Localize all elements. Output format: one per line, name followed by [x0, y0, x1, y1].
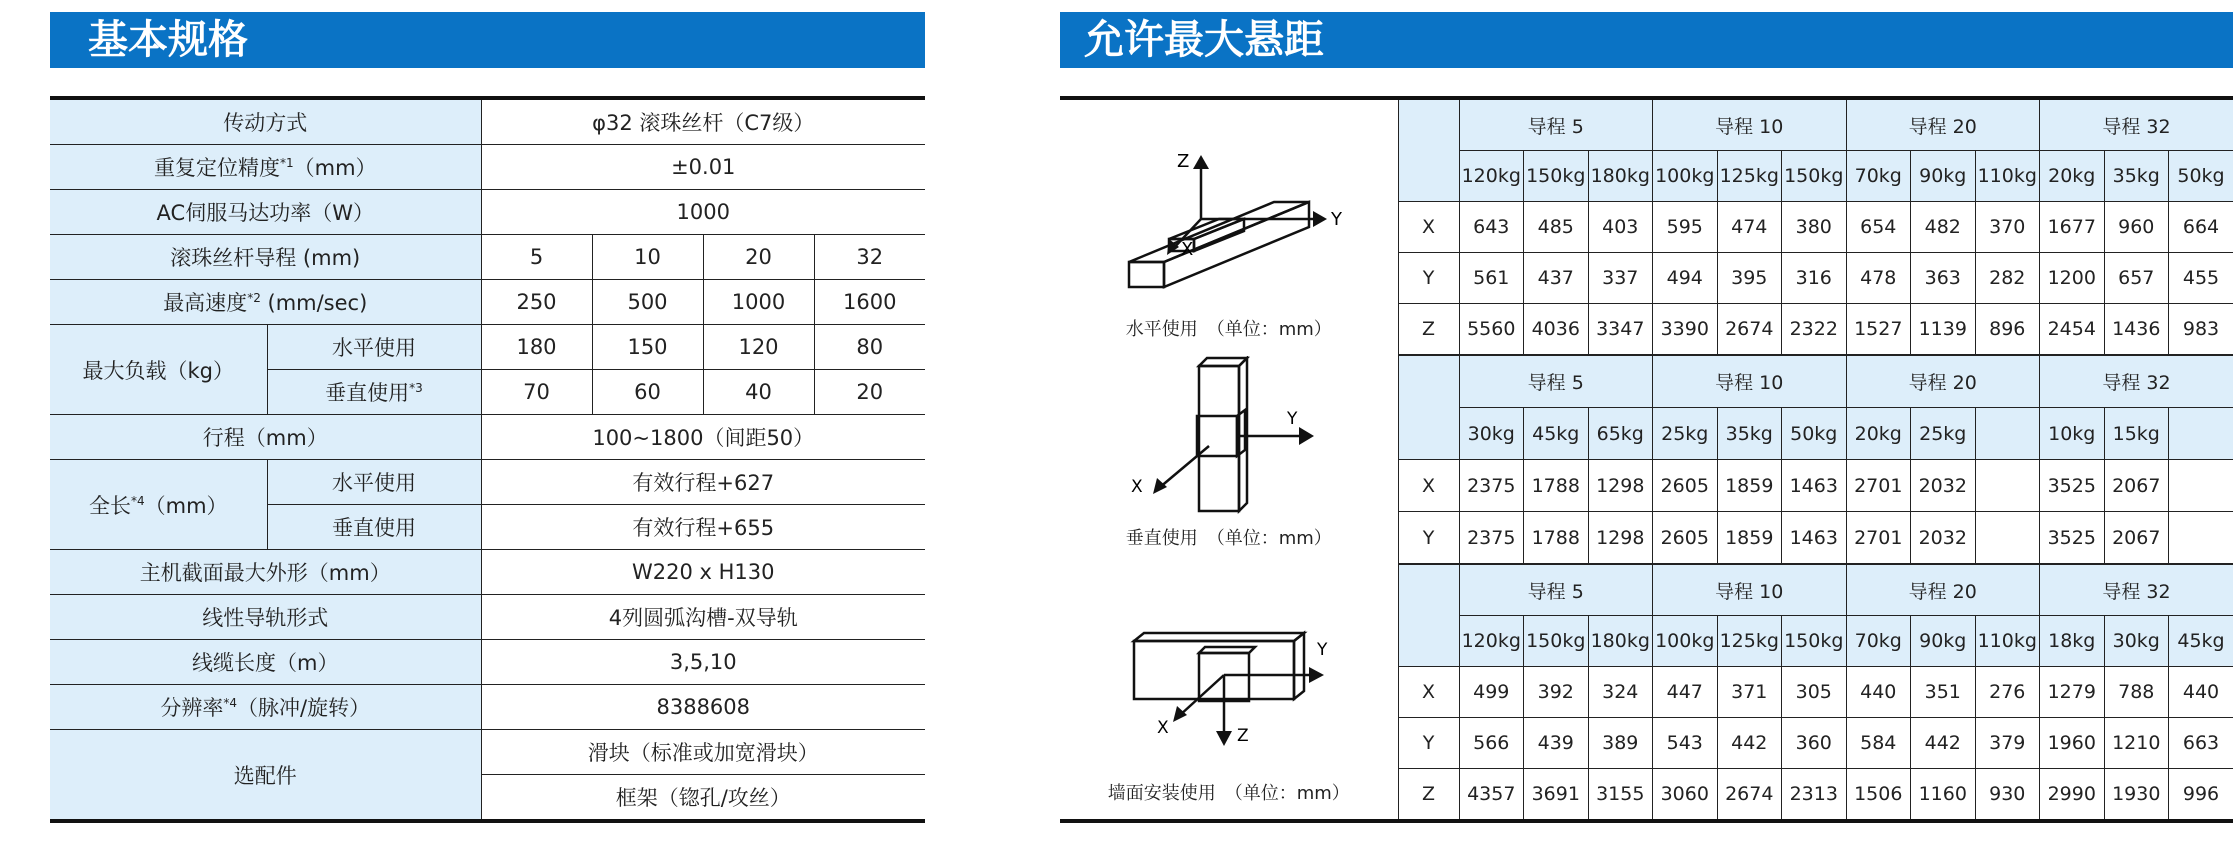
value-cell: 996	[2169, 769, 2233, 822]
spec-sublabel: 水平使用	[267, 460, 481, 505]
label-unit: (mm/sec)	[260, 291, 368, 315]
spec-value: 4列圆弧沟槽-双导轨	[481, 595, 925, 640]
spec-value: 32	[814, 235, 925, 280]
value-cell: 664	[2169, 202, 2233, 253]
value-cell: 1200	[2040, 253, 2105, 304]
lead-group-header: 导程 10	[1653, 98, 1847, 151]
value-cell	[1975, 460, 2040, 512]
load-cell: 125kg	[1717, 616, 1782, 667]
value-cell: 403	[1588, 202, 1653, 253]
spec-sublabel: 垂直使用	[267, 505, 481, 550]
axis-label-z: Z	[1236, 726, 1249, 746]
value-cell: 1298	[1588, 460, 1653, 512]
value-cell: 2990	[2040, 769, 2105, 822]
vertical-mount-diagram	[1119, 356, 1339, 516]
value-cell: 324	[1588, 667, 1653, 718]
footnote-mark: *2	[247, 291, 261, 305]
spec-row-motor	[50, 190, 925, 235]
value-cell: 1960	[2040, 718, 2105, 769]
value-cell: 595	[1653, 202, 1718, 253]
axis-cell: Z	[1398, 304, 1459, 355]
axis-label-y: Y	[1286, 408, 1298, 429]
value-cell: 316	[1782, 253, 1847, 304]
overhang-table-vertical	[1060, 355, 2233, 564]
value-cell: 2674	[1717, 304, 1782, 355]
load-cell: 20kg	[2040, 151, 2105, 202]
lead-group-header: 导程 20	[1846, 98, 2040, 151]
label-text: 重复定位精度	[153, 156, 280, 180]
load-cell	[2169, 408, 2233, 460]
value-cell: 1859	[1717, 512, 1782, 564]
value-cell: 499	[1459, 667, 1524, 718]
value-cell: 1210	[2104, 718, 2169, 769]
footnote-mark: *4	[130, 493, 145, 508]
footnote-mark: *3	[409, 381, 423, 395]
spec-row-guide	[50, 595, 925, 640]
label-unit: （脉冲/旋转）	[237, 696, 371, 720]
value-cell: 2674	[1717, 769, 1782, 822]
axis-label-y: Y	[1330, 208, 1342, 230]
value-cell: 442	[1717, 718, 1782, 769]
load-cell: 10kg	[2040, 408, 2105, 460]
axis-label-z: Z	[1176, 150, 1190, 172]
spec-value: 框架（锪孔/攻丝）	[481, 775, 925, 822]
spec-value: 180	[481, 325, 592, 370]
lead-group-header: 导程 32	[2040, 98, 2233, 151]
load-cell: 20kg	[1846, 408, 1911, 460]
value-cell: 2067	[2104, 460, 2169, 512]
value-cell: 380	[1782, 202, 1847, 253]
value-cell: 371	[1717, 667, 1782, 718]
value-cell: 478	[1846, 253, 1911, 304]
lead-group-header: 导程 5	[1459, 98, 1653, 151]
left-section-title: 基本规格	[50, 12, 925, 68]
spec-label: 主机截面最大外形（mm）	[50, 550, 481, 595]
spec-row-options-1	[50, 730, 925, 775]
spec-row-load-h	[50, 325, 925, 370]
axis-label-y: Y	[1316, 640, 1328, 660]
value-cell: 584	[1846, 718, 1911, 769]
load-cell: 125kg	[1717, 151, 1782, 202]
load-cell: 70kg	[1846, 616, 1911, 667]
value-cell: 351	[1911, 667, 1976, 718]
spec-label: 线缆长度（m）	[50, 640, 481, 685]
spec-label: AC伺服马达功率（W）	[50, 190, 481, 235]
overhang-table-wall	[1060, 564, 2233, 823]
spec-row-resolution	[50, 685, 925, 730]
value-cell: 474	[1717, 202, 1782, 253]
value-cell: 395	[1717, 253, 1782, 304]
value-cell: 960	[2104, 202, 2169, 253]
spec-value: 150	[592, 325, 703, 370]
spec-label: 行程（mm）	[50, 415, 481, 460]
load-cell: 70kg	[1846, 151, 1911, 202]
diagram-caption: 墙面安装使用 （单位：mm）	[1107, 783, 1350, 804]
overhang-table-horizontal	[1060, 96, 2233, 355]
spec-value: 250	[481, 280, 592, 325]
value-cell: 643	[1459, 202, 1524, 253]
spec-label: 选配件	[50, 730, 481, 822]
value-cell: 930	[1975, 769, 2040, 822]
value-cell: 2322	[1782, 304, 1847, 355]
value-cell: 3347	[1588, 304, 1653, 355]
load-cell: 45kg	[2169, 616, 2233, 667]
lead-group-header: 导程 10	[1653, 565, 1847, 616]
spec-value: 有效行程+627	[481, 460, 925, 505]
load-cell: 35kg	[2104, 151, 2169, 202]
value-cell: 3155	[1588, 769, 1653, 822]
load-cell: 25kg	[1911, 408, 1976, 460]
axis-header-blank	[1398, 98, 1459, 202]
vertical-diagram-cell	[1060, 356, 1398, 564]
label-text: 垂直使用	[325, 381, 410, 405]
value-cell: 2701	[1846, 512, 1911, 564]
load-cell: 25kg	[1653, 408, 1718, 460]
spec-value: ±0.01	[481, 145, 925, 190]
value-cell: 337	[1588, 253, 1653, 304]
axis-cell: Y	[1398, 253, 1459, 304]
spec-value: 1000	[703, 280, 814, 325]
spec-value: 1000	[481, 190, 925, 235]
value-cell: 440	[1846, 667, 1911, 718]
value-cell: 1279	[2040, 667, 2105, 718]
load-cell: 110kg	[1975, 151, 2040, 202]
value-cell: 439	[1524, 718, 1589, 769]
load-cell: 150kg	[1524, 151, 1589, 202]
value-cell: 1788	[1524, 512, 1589, 564]
spec-label	[50, 460, 267, 550]
value-cell: 1930	[2104, 769, 2169, 822]
spec-label	[50, 145, 481, 190]
value-cell: 1677	[2040, 202, 2105, 253]
load-cell: 150kg	[1524, 616, 1589, 667]
value-cell: 1139	[1911, 304, 1976, 355]
spec-label	[50, 280, 481, 325]
spec-value: 3,5,10	[481, 640, 925, 685]
value-cell	[1975, 512, 2040, 564]
load-cell: 15kg	[2104, 408, 2169, 460]
value-cell: 543	[1653, 718, 1718, 769]
value-cell: 305	[1782, 667, 1847, 718]
label-unit: （mm）	[293, 156, 377, 180]
value-cell: 663	[2169, 718, 2233, 769]
lead-group-header: 导程 5	[1459, 565, 1653, 616]
value-cell: 282	[1975, 253, 2040, 304]
spec-value: 70	[481, 370, 592, 415]
spec-label: 滚珠丝杆导程 (mm)	[50, 235, 481, 280]
value-cell: 3525	[2040, 512, 2105, 564]
value-cell: 276	[1975, 667, 2040, 718]
value-cell: 392	[1524, 667, 1589, 718]
value-cell: 2375	[1459, 460, 1524, 512]
axis-header-blank	[1398, 565, 1459, 667]
load-cell: 45kg	[1524, 408, 1589, 460]
value-cell: 561	[1459, 253, 1524, 304]
axis-cell: X	[1398, 460, 1459, 512]
spec-label: 传动方式	[50, 98, 481, 145]
load-cell: 65kg	[1588, 408, 1653, 460]
wall-diagram-cell	[1060, 565, 1398, 822]
spec-value: 80	[814, 325, 925, 370]
load-cell: 150kg	[1782, 616, 1847, 667]
value-cell: 2313	[1782, 769, 1847, 822]
spec-value: 有效行程+655	[481, 505, 925, 550]
axis-label-x: X	[1156, 718, 1169, 738]
value-cell: 447	[1653, 667, 1718, 718]
spec-value: 8388608	[481, 685, 925, 730]
spec-value: 100~1800（间距50）	[481, 415, 925, 460]
value-cell: 363	[1911, 253, 1976, 304]
value-cell: 1160	[1911, 769, 1976, 822]
load-cell: 50kg	[1782, 408, 1847, 460]
value-cell: 455	[2169, 253, 2233, 304]
footnote-mark: *1	[279, 156, 294, 170]
axis-label-x: X	[1130, 476, 1143, 497]
axis-cell: X	[1398, 667, 1459, 718]
value-cell: 437	[1524, 253, 1589, 304]
label-text: 全长	[88, 493, 131, 518]
label-unit: （mm）	[144, 493, 228, 518]
spec-value: 500	[592, 280, 703, 325]
load-cell: 90kg	[1911, 151, 1976, 202]
diagram-caption: 水平使用 （单位：mm）	[1125, 318, 1332, 340]
spec-row-stroke	[50, 415, 925, 460]
spec-value: 120	[703, 325, 814, 370]
spec-value: 5	[481, 235, 592, 280]
value-cell: 3060	[1653, 769, 1718, 822]
lead-group-header: 导程 32	[2040, 356, 2233, 408]
spec-label: 线性导轨形式	[50, 595, 481, 640]
load-cell: 120kg	[1459, 151, 1524, 202]
spec-value: 40	[703, 370, 814, 415]
footnote-mark: *4	[223, 696, 238, 710]
spec-value: 滑块（标准或加宽滑块）	[481, 730, 925, 775]
load-cell: 180kg	[1588, 151, 1653, 202]
value-cell: 482	[1911, 202, 1976, 253]
value-cell: 2032	[1911, 512, 1976, 564]
value-cell: 370	[1975, 202, 2040, 253]
lead-group-header: 导程 32	[2040, 565, 2233, 616]
load-cell: 18kg	[2040, 616, 2105, 667]
value-cell	[2169, 460, 2233, 512]
spec-label: 最大负载（kg）	[50, 325, 267, 415]
spec-row-length-h	[50, 460, 925, 505]
value-cell: 4357	[1459, 769, 1524, 822]
value-cell: 1527	[1846, 304, 1911, 355]
value-cell: 1463	[1782, 460, 1847, 512]
load-cell: 100kg	[1653, 616, 1718, 667]
spec-label	[50, 685, 481, 730]
spec-row-section	[50, 550, 925, 595]
value-cell: 494	[1653, 253, 1718, 304]
horizontal-mount-diagram	[1109, 147, 1349, 307]
spec-row-speed	[50, 280, 925, 325]
value-cell: 566	[1459, 718, 1524, 769]
value-cell: 657	[2104, 253, 2169, 304]
load-cell: 110kg	[1975, 616, 2040, 667]
lead-group-header: 导程 20	[1846, 356, 2040, 408]
value-cell: 1463	[1782, 512, 1847, 564]
value-cell: 440	[2169, 667, 2233, 718]
value-cell: 1859	[1717, 460, 1782, 512]
value-cell: 485	[1524, 202, 1589, 253]
value-cell: 896	[1975, 304, 2040, 355]
value-cell: 1506	[1846, 769, 1911, 822]
value-cell: 654	[1846, 202, 1911, 253]
lead-group-header: 导程 5	[1459, 356, 1653, 408]
load-cell: 150kg	[1782, 151, 1847, 202]
value-cell: 2605	[1653, 512, 1718, 564]
label-text: 最高速度	[163, 291, 248, 315]
value-cell	[2169, 512, 2233, 564]
value-cell: 1298	[1588, 512, 1653, 564]
spec-value: 1600	[814, 280, 925, 325]
value-cell: 389	[1588, 718, 1653, 769]
axis-label-x: X	[1180, 238, 1194, 260]
spec-value: 60	[592, 370, 703, 415]
lead-group-header: 导程 10	[1653, 356, 1847, 408]
load-cell: 35kg	[1717, 408, 1782, 460]
spec-row-repeat	[50, 145, 925, 190]
load-cell: 90kg	[1911, 616, 1976, 667]
axis-header-blank	[1398, 356, 1459, 460]
axis-cell: Y	[1398, 512, 1459, 564]
value-cell: 5560	[1459, 304, 1524, 355]
axis-cell: Z	[1398, 769, 1459, 822]
load-cell: 50kg	[2169, 151, 2233, 202]
load-cell: 180kg	[1588, 616, 1653, 667]
load-cell	[1975, 408, 2040, 460]
wall-mount-diagram	[1109, 611, 1349, 771]
value-cell: 360	[1782, 718, 1847, 769]
value-cell: 2454	[2040, 304, 2105, 355]
spec-value: W220 x H130	[481, 550, 925, 595]
load-cell: 120kg	[1459, 616, 1524, 667]
diagram-caption: 垂直使用 （单位：mm）	[1125, 527, 1332, 549]
value-cell: 2701	[1846, 460, 1911, 512]
value-cell: 1436	[2104, 304, 2169, 355]
spec-sublabel	[267, 370, 481, 415]
spec-value: φ32 滚珠丝杆（C7级）	[481, 98, 925, 145]
label-text: 分辨率	[160, 696, 224, 720]
axis-cell: X	[1398, 202, 1459, 253]
value-cell: 3691	[1524, 769, 1589, 822]
load-cell: 30kg	[1459, 408, 1524, 460]
spec-sublabel: 水平使用	[267, 325, 481, 370]
value-cell: 3525	[2040, 460, 2105, 512]
load-cell: 30kg	[2104, 616, 2169, 667]
value-cell: 2032	[1911, 460, 1976, 512]
spec-row-lead	[50, 235, 925, 280]
value-cell: 4036	[1524, 304, 1589, 355]
value-cell: 1788	[1524, 460, 1589, 512]
spec-value: 20	[814, 370, 925, 415]
value-cell: 2375	[1459, 512, 1524, 564]
horizontal-diagram-cell	[1060, 98, 1398, 355]
spec-table	[50, 96, 925, 823]
spec-row-drive	[50, 98, 925, 145]
value-cell: 442	[1911, 718, 1976, 769]
axis-cell: Y	[1398, 718, 1459, 769]
value-cell: 788	[2104, 667, 2169, 718]
value-cell: 2605	[1653, 460, 1718, 512]
value-cell: 2067	[2104, 512, 2169, 564]
value-cell: 983	[2169, 304, 2233, 355]
right-section-title: 允许最大悬距	[1060, 12, 2233, 68]
spec-value: 20	[703, 235, 814, 280]
value-cell: 379	[1975, 718, 2040, 769]
spec-value: 10	[592, 235, 703, 280]
value-cell: 3390	[1653, 304, 1718, 355]
load-cell: 100kg	[1653, 151, 1718, 202]
spec-row-cable	[50, 640, 925, 685]
lead-group-header: 导程 20	[1846, 565, 2040, 616]
